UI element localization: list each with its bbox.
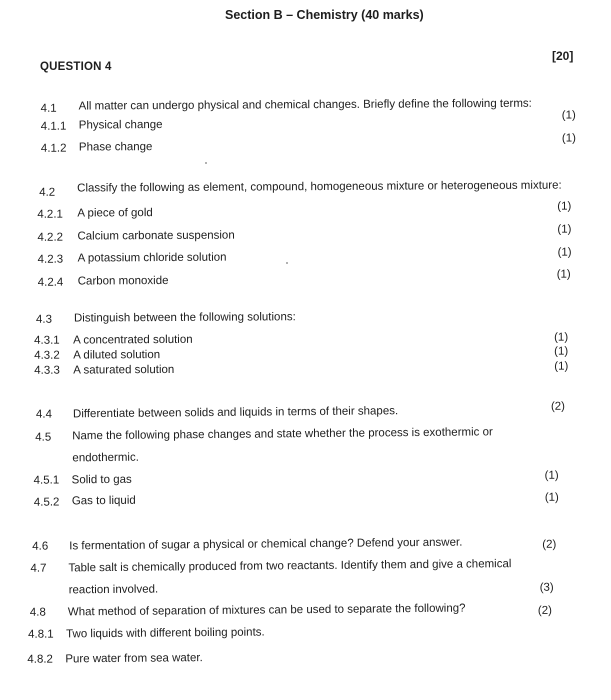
q4-5-text-line2: endothermic.: [72, 451, 139, 465]
q4-2-2-mark: (1): [557, 223, 572, 236]
scan-speck: [205, 162, 207, 164]
q4-6-number: 4.6: [32, 540, 49, 553]
scan-speck: [286, 262, 288, 264]
q4-2-4-text: Carbon monoxide: [77, 274, 169, 288]
q4-6-mark: (2): [542, 538, 557, 551]
q4-2-4-mark: (1): [556, 268, 571, 281]
q4-2-2-text: Calcium carbonate suspension: [77, 229, 235, 243]
q4-2-3-number: 4.2.3: [37, 253, 64, 266]
q4-4-text: Differentiate between solids and liquids in terms of their shapes.: [72, 405, 399, 421]
q4-8-2-text: Pure water from sea water.: [65, 652, 203, 666]
q4-3-2-number: 4.3.2: [34, 349, 60, 362]
q4-2-1-text: A piece of gold: [77, 207, 153, 220]
q4-3-text: Distinguish between the following solutions:: [73, 311, 296, 325]
q4-8-2-number: 4.8.2: [27, 653, 53, 666]
question-total-marks: [20]: [552, 49, 574, 63]
q4-2-3-text: A potassium chloride solution: [77, 251, 227, 265]
q4-5-1-text: Solid to gas: [71, 473, 132, 487]
q4-7-mark: (3): [539, 581, 554, 594]
q4-2-1-mark: (1): [557, 200, 572, 213]
q4-8-1-number: 4.8.1: [28, 628, 54, 641]
q4-1-1-mark: (1): [561, 109, 576, 122]
q4-7-text-line1: Table salt is chemically produced from two reactants. Identify them and give a chemical: [68, 558, 512, 575]
q4-8-1-text: Two liquids with different boiling points.: [66, 626, 265, 641]
q4-4-number: 4.4: [35, 408, 53, 421]
q4-3-number: 4.3: [35, 313, 52, 326]
q4-5-2-number: 4.5.2: [33, 496, 60, 509]
q4-1-2-mark: (1): [561, 132, 576, 145]
q4-3-3-mark: (1): [554, 360, 569, 373]
q4-5-2-mark: (1): [544, 491, 559, 504]
q4-5-1-mark: (1): [544, 469, 559, 482]
q4-7-number: 4.7: [30, 562, 47, 575]
q4-7-text-line2: reaction involved.: [68, 583, 159, 597]
q4-8-number: 4.8: [29, 606, 46, 619]
q4-1-number: 4.1: [40, 102, 57, 115]
q4-2-text: Classify the following as element, compound, homogeneous mixture or heterogeneous mixture:: [77, 179, 562, 195]
q4-3-1-text: A concentrated solution: [73, 333, 193, 347]
q4-4-mark: (2): [550, 400, 566, 413]
q4-5-2-text: Gas to liquid: [71, 494, 136, 508]
q4-3-3-text: A saturated solution: [73, 363, 175, 377]
q4-1-text: All matter can undergo physical and chemical changes. Briefly define the following terms:: [78, 97, 532, 113]
q4-8-text: What method of separation of mixtures can be used to separate the following?: [67, 602, 466, 619]
q4-3-1-mark: (1): [554, 331, 569, 344]
q4-3-1-number: 4.3.1: [34, 334, 60, 347]
section-title: Section B – Chemistry (40 marks): [225, 8, 424, 22]
question-heading: QUESTION 4: [40, 61, 112, 73]
q4-6-text: Is fermentation of sugar a physical or chemical change? Defend your answer.: [69, 536, 463, 553]
q4-2-1-number: 4.2.1: [37, 208, 63, 221]
q4-3-3-number: 4.3.3: [34, 364, 60, 377]
q4-2-3-mark: (1): [557, 246, 572, 259]
q4-5-number: 4.5: [35, 431, 52, 444]
q4-2-number: 4.2: [39, 186, 56, 199]
q4-3-2-mark: (1): [554, 345, 569, 358]
q4-5-1-number: 4.5.1: [33, 474, 60, 487]
q4-1-2-number: 4.1.2: [40, 142, 67, 155]
q4-5-text-line1: Name the following phase changes and state whether the process is exothermic or: [72, 426, 493, 443]
q4-1-1-number: 4.1.1: [40, 120, 67, 133]
q4-3-2-text: A diluted solution: [73, 349, 161, 362]
q4-1-1-text: Physical change: [78, 119, 163, 132]
q4-1-2-text: Phase change: [78, 141, 153, 154]
q4-8-mark: (2): [537, 604, 553, 617]
q4-2-4-number: 4.2.4: [37, 276, 64, 289]
q4-2-2-number: 4.2.2: [37, 231, 64, 244]
